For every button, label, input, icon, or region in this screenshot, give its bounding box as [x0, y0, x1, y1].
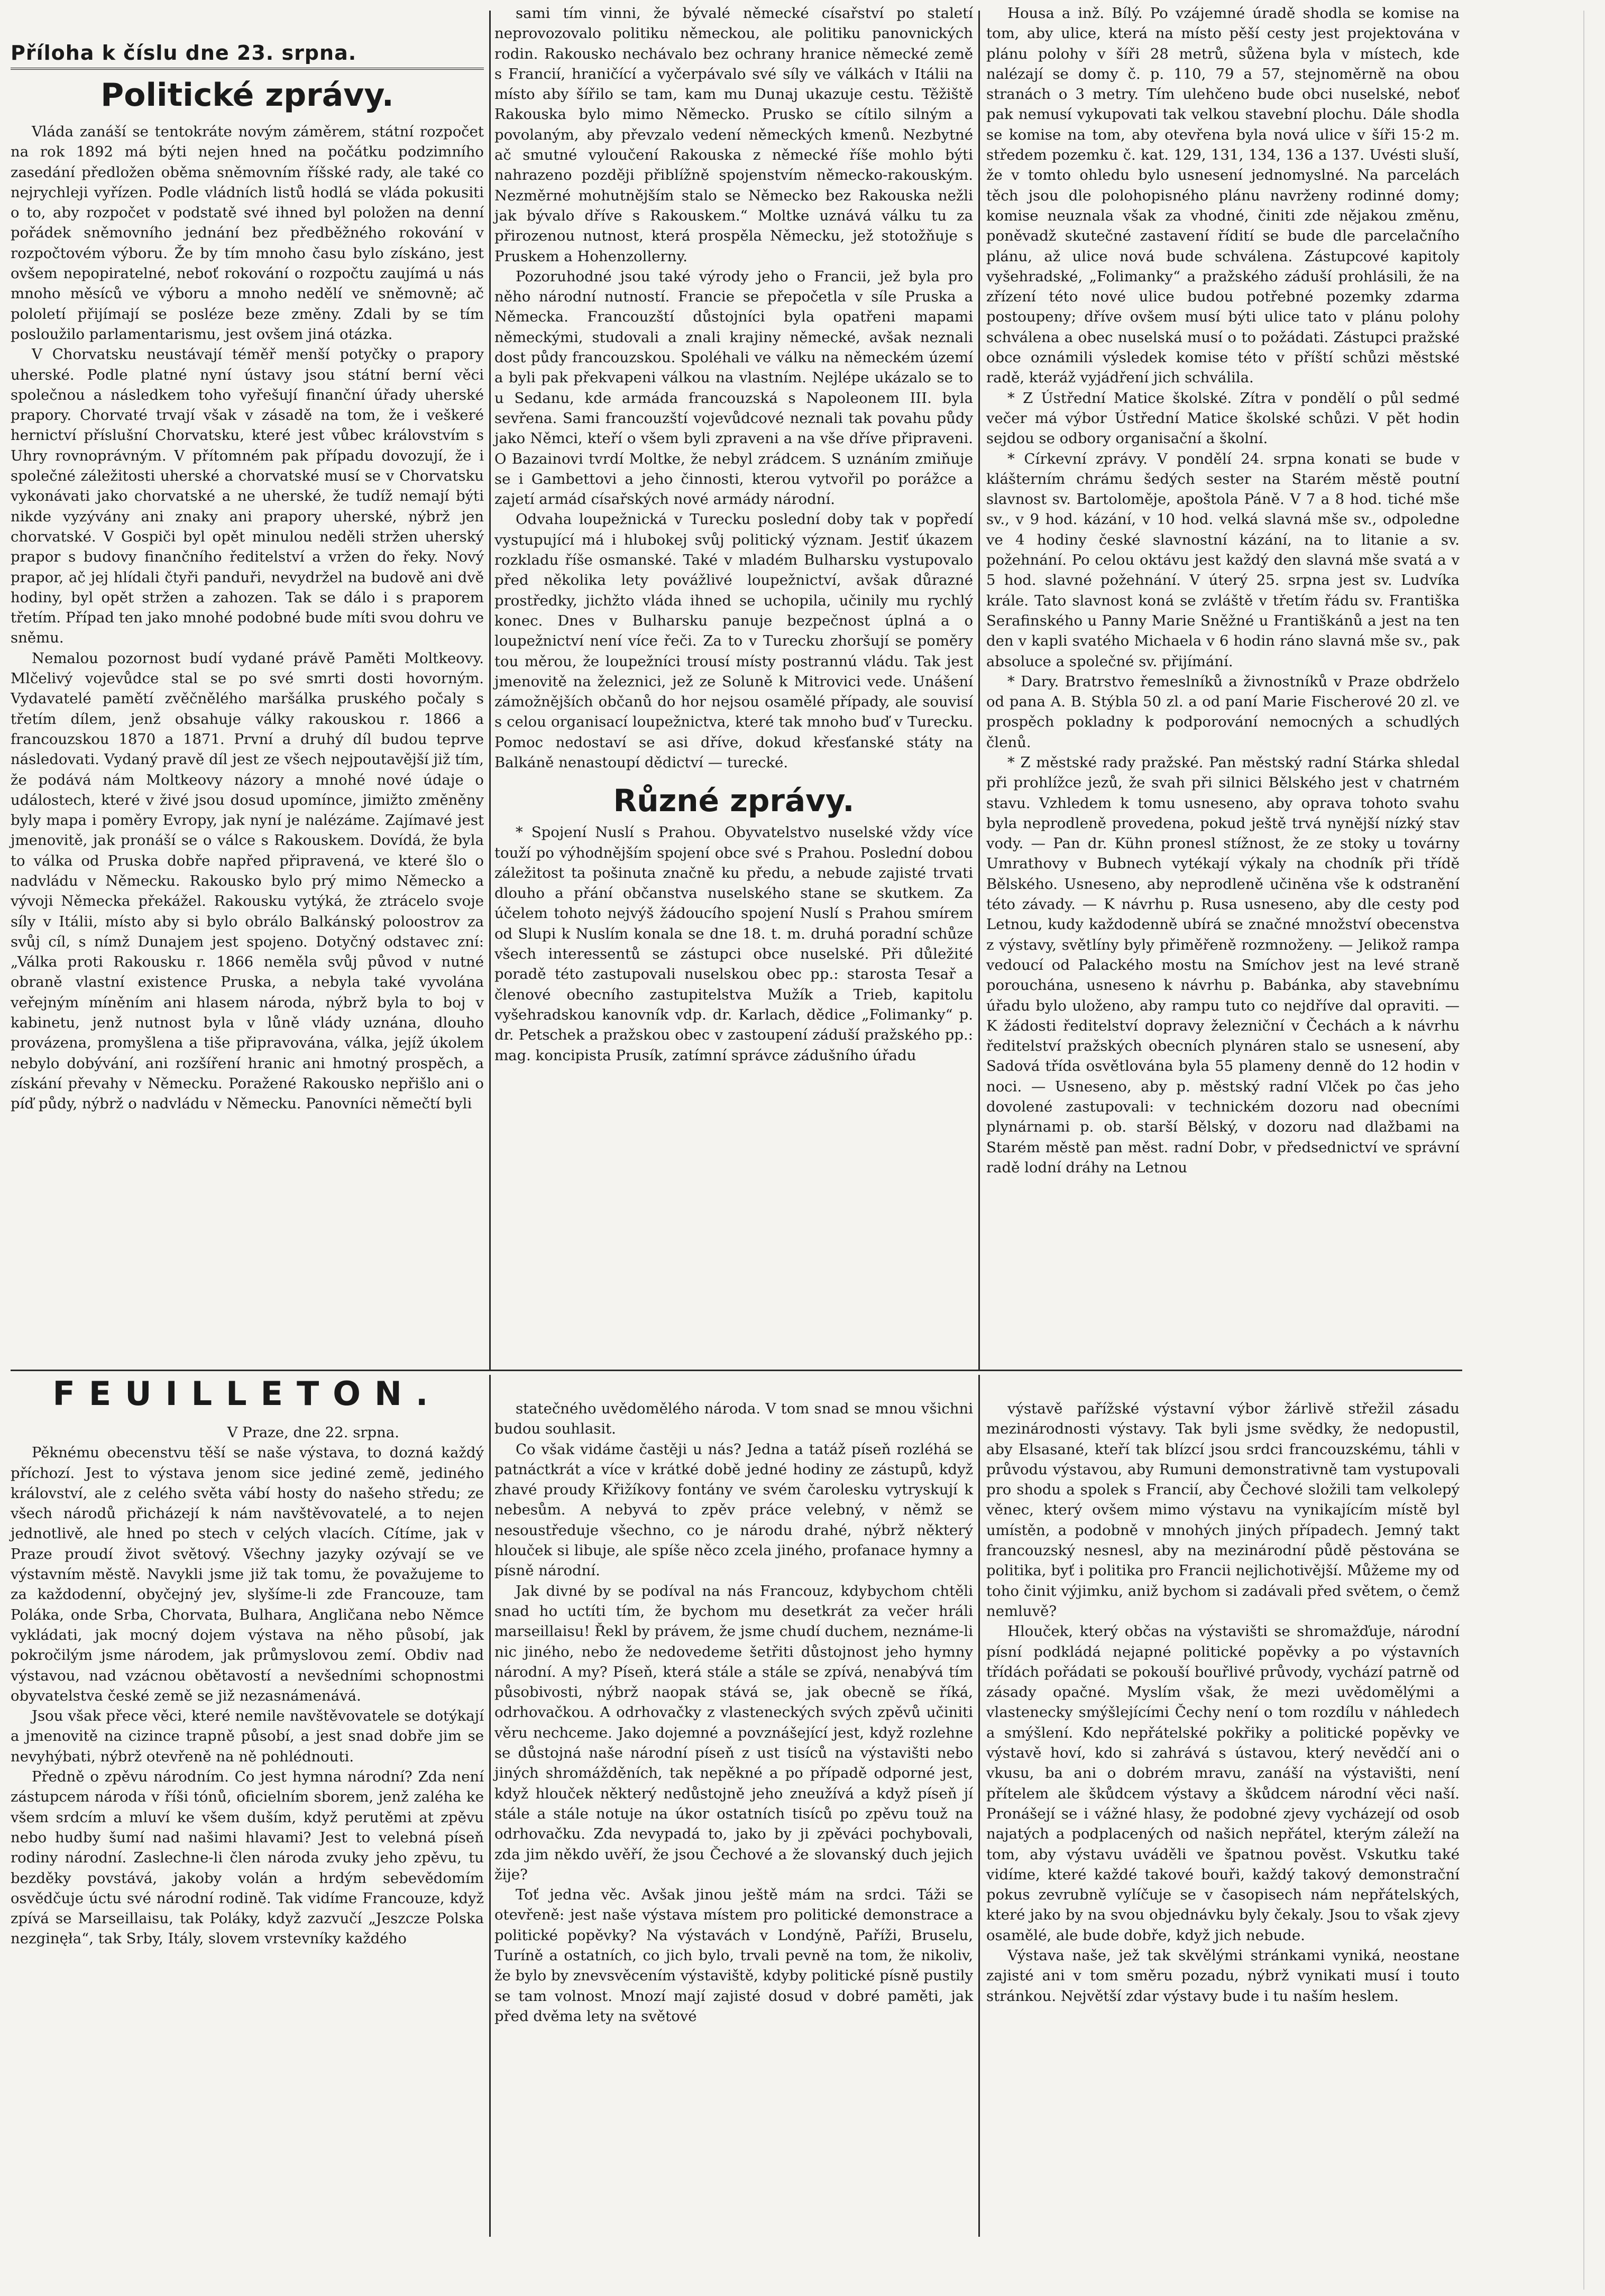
supplement-header: Příloha k číslu dne 23. srpna.: [11, 41, 484, 70]
feuilleton-paragraph: Hlouček, který občas na výstavišti se shromažďuje, národní písní podkládá nejapné politické popěvky a po výstavních třídách pořádati se pokouší bouřlivé průvody, vychází patrně od zásady opačné. Myslím však, že mezi uvědomělými a vlastenecky smýšlejícími Čechy není o tom rozdílu v náhledech a smýšlení. Kdo nepřátelské pokřiky a politické popěvky ve výstavě hoví, kdo si zahrává s ústavou, který nevědčí ani o vkusu, ba ani o dobrém mravu, zanáší na výstavišti, není přítelem ale škůdcem výstavy a škůdcem národní věci naší. Pronášejí se i vážné hlasy, že podobné zjevy vycházejí od osob najatých a podplacených od našich nepřátel, kterým záleží na tom, aby výstavu uváděli ve špatnou pověst. Vskutku také vidíme, které každé takové bouři, každý takový demonstrační pokus zevrubně vylíčuje se v časopisech nám nepřátelských, které jako by na svou objednávku byly čekaly. Jsou to však zjevy osamělé, ale bude dobře, když jich nebude.: [986, 1623, 1460, 1944]
middle-column: [494, 3, 973, 1066]
feuilleton-paragraph: Pěknému obecenstvu těší se naše výstava, to dozná každý příchozí. Jest to výstava jenom sice jediné země, jediného království, ale z celého světa vábí hosty do našeho středu; ze všech národů přicházejí k nám navštěvovatelé, a to nejen jednotlivě, ale hned po stech v celých vlacích. Cítíme, jak v Praze proudí život světový. Všechny jazyky ozývají se ve výstavním městě. Navykli jsme již tak tomu, že považujeme to za každodenní, obyčejný jev, slyšíme-li zde Francouze, tam Poláka, onde Srba, Chorvata, Bulhara, Angličana nebo Němce vykládati, jak mocný dojem výstava na něho působí, jak pokročilým jsme národem, jak průmyslovou zemí. Obdiv nad výstavou, nad vzácnou obětavostí a nevšedními schopnostmi obyvatelstva české země se již nezasnámenává.: [11, 1444, 484, 1704]
article-paragraph: * Církevní zprávy. V pondělí 24. srpna konati se bude v klášterním chrámu šedých sester na Starém městě poutní slavnost sv. Bartoloměje, apoštola Páně. V 7 a 8 hod. tiché mše sv., v 9 hod. kázání, v 10 hod. velká slavná mše sv., odpoledne ve 4 hodiny české slavnostní kázání, na to litanie a sv. požehnání. Po celou oktávu jest každý den slavná mše svatá a v 5 hod. slavné požehnání. V úterý 25. srpna jest sv. Ludvíka krále. Tato slavnost koná se zvláště v třetím řádu sv. Františka Serafinského u Panny Marie Sněžné u Františkánů a jest na ten den v kapli svatého Michaela v 6 hodin ráno slavná mše sv., pak absoluce a společné sv. přijímání.: [986, 450, 1460, 670]
feuilleton-paragraph: statečného uvědomělého národa. V tom snad se mnou všichni budou souhlasit.: [494, 1400, 973, 1438]
feuilleton-paragraph: Jak divné by se podíval na nás Francouz, kdybychom chtěli snad ho uctíti tím, že bychom mu desetkrát za večer hráli marseillaisu! Řekl by právem, že jsme chudí duchem, neznáme-li nic jiného, nebo že nedovedeme šetřiti důstojnost jeho hymny národní. A my? Píseň, která stále a stále se zpívá, nenabývá tím působivosti, nýbrž naopak stává se, jak obecně se říká, odrhovačkou. A odrhovačky z vlasteneckých svých zpěvů učiniti věru nechceme. Jako dojemné a povznášející jest, když rozlehne se důstojná naše národní píseň z ust tisíců na výstavišti nebo jiných shromážděních, tak nepěkné a po případě odporné jest, když hlouček některý nedůstojně jeho zneužívá a když píseň jí stále a stále notuje na úkor ostatních tisíců po zpěvu touž na odrhovačku. Zda nevypadá to, jako by ji zpěváci pochybovali, zda jim někdo uvěří, že jsou Čechové a že slovanský duch jejich žije?: [494, 1582, 973, 1883]
article-paragraph: V Chorvatsku neustávají téměř menší potyčky o prapory uherské. Podle platné nyní ústavy jsou státní berní věci společnou a následkem toho vyřešují finanční úřady uherské prapory. Chorvaté trvají však v zásadě na tom, že i veškeré hernictví příslušní Chorvatsku, které jest vůbec královstvím s Uhry rovnoprávným. V přítomném pak případu dovozují, že i společné záležitosti uherské a chorvatské musí se v Chorvatsku vykonávati jako chorvatské a ne uherské, že tudíž nemají býti nikde vyzývány ani znaky ani prapory uherské, nýbrž jen chorvatské. V Gospiči byl opět minulou neděli stržen uherský prapor s budovy finančního ředitelství a vržen do řeky. Nový prapor, ač jej hlídali čtyři panduři, nevydržel na budově ani dvě hodiny, byl opět stržen a zahozen. Tak se dálo i s praporem třetím. Případ ten jako mnohé podobné bude míti svou dohru ve sněmu.: [11, 346, 484, 647]
article-paragraph: Odvaha loupežnická v Turecku poslední doby tak v popředí vystupující má i hlubokej svůj politický význam. Jestiť úkazem rozkladu říše osmanské. Také v mladém Bulharsku vystupovalo před několika lety povážlivé loupežnictví, avšak důrazné prostředky, jichžto vláda ihned se uchopila, učinily mu rychlý konec. Dnes v Bulharsku panuje bezpečnost úplná a o loupežnictví není více řeči. Za to v Turecku zhoršují se poměry tou měrou, že loupežníci trousí místy postrannú vládu. Tak jest jmenovitě na železnici, jež ze Soluně k Mitrovici vede. Unášení zámožnějších občanů do hor nejsou osamělé případy, ale souvisí s celou organisací loupežnictva, které tak mnoho buď v Turecku. Pomoc nedostaví se asi dříve, dokud křesťanské státy na Balkáně nenastoupí dědictví — turecké.: [494, 511, 973, 771]
column-divider: [489, 1375, 491, 2237]
feuilleton-dateline: V Praze, dne 22. srpna.: [227, 1424, 399, 1441]
article-paragraph: Vláda zanáší se tentokráte novým záměrem, státní rozpočet na rok 1892 má býti nejen hned na počátku podzimního zasedání předložen oběma sněmovním říšské rady, ale také co nejrychleji vyřízen. Podle vládních listů hodlá se vláda pokusiti o to, aby rozpočet v podstatě své ihned byl položen na denní pořádek sněmovního jednání bez předběžného rokování v rozpočtovém výboru. Že by tím mnoho času bylo získáno, jest ovšem nepopiratelné, neboť rokování o rozpočtu zaujímá u nás mnoho měsíců ve výboru a mnoho nedělí ve sněmovně; ač pololetí přijímají se posléze beze změny. Zdali by se tím posloužilo parlamentarismu, jest ovšem jiná otázka.: [11, 123, 484, 343]
politicke-zpravy-column: [11, 122, 484, 1114]
feuilleton-paragraph: Předně o zpěvu národním. Co jest hymna národní? Zda není zástupcem národa v říši tónů, oficielním sborem, jenž zaléha ke všem srdcím a mluví ke všem duším, když perutěmi at zpěvu nebo hudby šumí nad našimi hlavami? Jest to velebná píseň rodiny národní. Zaslechne-li člen národa zvuky jeho zpěvu, tu bezděky povstává, jakoby volán a hrdým sebevědomím osvědčuje úctu své národní rodině. Tak vidíme Francouze, když zpívá se Marseillaisu, tak Poláky, když zazvučí „Jeszcze Polska nezginęła“, tak Srby, Itály, slovem vrstevníky každého: [11, 1768, 484, 1948]
article-paragraph: Pozoruhodné jsou také výrody jeho o Francii, jež byla pro něho národní nutností. Francie se přepočetla v síle Pruska a Německa. Francouzští důstojníci byla opatřeni mapami německými, studovali a znali krajiny německé, avšak neznali dost půdy francouzskou. Spoléhali ve válku na německém území a byli pak překvapeni válkou na vlastním. Nejlépe ukázalo se to u Sedanu, kde armáda francouzská s Napoleonem III. byla sevřena. Sami francouzští vojevůdcové neznali tak povahu půdy jako Němci, kteří o všem byli zpraveni a na vše dříve připraveni. O Bazainovi tvrdí Moltke, že nebyl zrádcem. S uznáním zmiňuje se i Gambettovi a jeho činnosti, kterou vytvořil po porážce a zajetí armád císařských nové armády národní.: [494, 268, 973, 508]
feuilleton-heading: FEUILLETON.: [52, 1374, 442, 1413]
feuilleton-separator: [11, 1370, 1462, 1371]
feuilleton-paragraph: Co však vidáme častěji u nás? Jedna a tatáž píseň rozléhá se patnáctkrát a více v krátké době jedné hodiny ze zástupů, když zhavé proudy Křižíkovy fontány ve svém čarolesku vytryskují k nebesům. A nebyvá to zpěv práce velebný, v němž se nesoustředuje všechno, co je národu drahé, nýbrž některý hlouček si libuje, ale spíše něco zcela jiného, profanace hymny a písně národní.: [494, 1440, 973, 1579]
feuilleton-column-1: [11, 1422, 484, 1949]
column-divider: [978, 1375, 980, 2237]
feuilleton-column-3: [986, 1399, 1460, 2006]
article-paragraph: * Z městské rady pražské. Pan městský radní Stárka shledal při prohlížce jezů, že svah při silnici Bělského jest v chatrném stavu. Vzhledem k tomu usneseno, aby oprava tohoto svahu byla neprodleně provedena, pokud ještě trvá nynější nízký stav vody. — Pan dr. Kühn pronesl stížnost, že ze stoky u továrny Umrathovy v Bubnech vytékají výkaly na chodník při třídě Bělského. Usneseno, aby neprodleně učiněna vše k odstranění této závady. — K návrhu p. Rusa usneseno, aby dle cesty pod Letnou, kudy každodenně ubírá se značné množství obecenstva z výstavy, světlíny byly přiměřeně rozmnoženy. — Jelikož rampa vedoucí od Palackého mostu na Smíchov jest na levé straně porouchána, usneseno k návrhu p. Babánka, aby stavebnímu úřadu bylo uloženo, aby rampu tuto co nejdříve dal opraviti. — K žádosti ředitelství dopravy železniční v Čechách a k návrhu ředitelství pražských obecních plynáren stalo se usnesení, aby Sadová třída osvětlována byla 55 plameny denně do 12 hodin v noci. — Usneseno, aby p. městský radní Vlček po čas jeho dovolené zastupovali: v technickém dozoru nad obecními plynárnami p. ob. starší Bělský, v dozoru nad dlažbami na Starém městě pan měst. radní Dobr, v předsednictví ve správní radě lodní dráhy na Letnou: [986, 754, 1460, 1176]
feuilleton-paragraph: Toť jedna věc. Avšak jinou ještě mám na srdci. Táži se otevřeně: jest naše výstava místem pro politické demonstrace a politické popěvky? Na výstavách v Londýně, Paříži, Bruselu, Turíně a ostatních, co jich bylo, trvali pevně na tom, že nikoliv, že bylo by znevsvěcením výstaviště, kdyby politické písně pustily se tam volnost. Mnozí mají zajisté dosud v dobré paměti, jak před dvěma lety na světové: [494, 1886, 973, 2025]
article-paragraph: * Dary. Bratrstvo řemeslníků a živnostníků v Praze obdrželo od pana A. B. Stýbla 50 zl. a od paní Marie Fischerové 20 zl. ve prospěch pokladny k podporování nemocných a schudlých členů.: [986, 673, 1460, 751]
article-paragraph: sami tím vinni, že bývalé německé císařství po staletí neprovozovalo politiku německou, ale politiku panovnických rodin. Rakousko nechávalo bez ochrany hranice německé země s Francií, hraničící a vyčerpávalo své síly ve válkách v Itálii na místo aby šířilo se tam, kam mu Dunaj ukazuje cestu. Těžiště Rakouska bylo mimo Německo. Prusko se cítilo silným a povolaným, aby převzalo vedení německých kmenů. Nezbytné ač smutné vyloučení Rakouska z německé říše mohlo býti nahrazeno později přiblížně spojenstvím německo-rakouským. Nezměrné mohutnějším stalo se Německo bez Rakouska nežli jak bývalo dříve s Rakouskem.“ Moltke uznává válku tu za přirozenou nutnost, která prospěla Německu, jež stotožňuje s Pruskem a Hohenzollerny.: [494, 5, 973, 265]
column-divider: [978, 11, 980, 1370]
article-paragraph: * Spojení Nuslí s Prahou. Obyvatelstvo nuselské vždy více touží po výhodnějším spojení obce své s Prahou. Poslední dobou záležitost ta pošinuta značně ku předu, a nebude zajisté trvati dlouho a přání občanstva nuselského stane se skutkem. Za účelem tohoto nejvýš žádoucího spojení Nuslí s Prahou smírem od Slupi k Nuslím konala se dne 18. t. m. druhá poradní schůze všech interessentů se zástupci obce nuselské. Při důležité poradě této zastupovali nuselskou obec pp.: starosta Tesař a členové obecního zastupitelstva Mužík a Trieb, kapitolu vyšehradskou kanovník vdp. dr. Karlach, dědice „Folimanky“ p. dr. Petschek a pražskou obec v zastoupení záduší pražského pp.: mag. koncipista Prusík, zatímní správce zádušního úřadu: [494, 824, 973, 1064]
feuilleton-paragraph: Výstava naše, jež tak skvělými stránkami vyniká, neostane zajisté ani v tom směru pozadu, nýbrž vynikati musí i touto stránkou. Největší zdar výstavy bude i tu naším heslem.: [986, 1947, 1460, 2005]
feuilleton-paragraph: Jsou však přece věci, které nemile navštěvovatele se dotýkají a jmenovitě na cizince trapně působí, a jest snad dobře jim se nevyhýbati, nýbrž otevřeně na ně pohlédnouti.: [11, 1707, 484, 1765]
feuilleton-paragraph: výstavě pařížské výstavní výbor žárlivě střežil zásadu mezinárodnosti výstavy. Tak byli jsme svědky, že nedopustil, aby Elsasané, kteří tak blízcí jsou srdci francouzskému, táhli v průvodu výstavou, aby Rumuni demonstrativně tam vystupovali pro shodu a spolek s Francií, aby Čechové složili tam velkolepý věnec, který ovšem mimo výstavu na vynikajícím místě byl umístěn, a podobně v mnohých jiných případech. Jemný takt francouzský nesnesl, aby na mezinárodní půdě pěstována se politika, byť i politika pro Francii nejlichotivější. Můžeme my od toho činit výjimku, aniž bychom si zadávali před světem, o čemž nemluvě?: [986, 1400, 1460, 1620]
politicke-zpravy-heading: Politické zprávy.: [100, 77, 394, 114]
feuilleton-column-2: [494, 1399, 973, 2026]
razne-zpravy-heading: Různé zprávy.: [613, 783, 855, 819]
article-paragraph: Nemalou pozornost budí vydané právě Paměti Moltkeovy. Mlčelivý vojevůdce stal se po své smrti dosti hovorným. Vydavatelé pamětí zvěčnělého maršálka pruského počaly s třetím dílem, jenž obsahuje války rakouskou r. 1866 a francouzskou 1870 a 1871. První a druhý díl budou teprve následovati. Vydaný pravě díl jest ze všech nejpoutavější již tím, že podává nám Moltkeovy názory a mnohé nové údaje o událostech, které v živé jsou dosud upomínce, jimižto změněny byly mapa i poměry Evropy, jak nyní je nalézáme. Zajímavé jest jmenovitě, jak pronáší se o válce s Rakouskem. Dovídá, že byla to válka od Pruska dobře napřed připravená, ve které šlo o nadvládu v Německu. Rakousko bylo prý mimo Německo a vývoji Německa překážel. Rakousku vytýká, že ztrácelo svoje síly v Itálii, místo aby si bylo obrálo Balkánský poloostrov za svůj cíl, s nímž Dunajem jest spojeno. Dotyčný odstavec zní: „Válka proti Rakousku r. 1866 neměla svůj původ v nutné obraně vlastní existence Pruska, a nebyla také vyvolána veřejným míněním ani hlasem národa, nýbrž byla to boj v kabinetu, jenž nutnost byla v lůně vlády uznána, dlouho provázena, promyšlena a tiše připravována, válka, jejíž úkolem nebylo dobývání, ani rozšíření hranic ani hmotný prospěch, a získání převahy v Německu. Poražené Rakousko nepřišlo ani o píď půdy, nýbrž o nadvládu v Německu. Panovníci němečtí byli: [11, 649, 484, 1113]
article-paragraph: * Z Ústřední Matice školské. Zítra v pondělí o půl sedmé večer má výbor Ústřední Matice školské schůzi. V pět hodin sejdou se odbory organisační a školní.: [986, 389, 1460, 447]
right-column: [986, 3, 1460, 1178]
column-divider: [489, 11, 491, 1370]
article-paragraph: Housa a inž. Bílý. Po vzájemné úradě shodla se komise na tom, aby ulice, která na místo pěší cesty jest projektována v plánu polohy v šíři 28 metrů, sůžena byla v místech, kde nalézají se domy č. p. 110, 79 a 57, stejnoměrně na obou stranách o 3 metry. Tím ulehčeno bude obci nuselské, neboť pak nemusí vykupovati tak velkou stavební plochu. Dále shodla se komise na tom, aby otevřena byla nová ulice v šíři 15·2 m. středem pozemku č. kat. 129, 131, 134, 136 a 137. Uvésti sluší, že v tomto ohledu bylo usnesení jednomyslné. Na parcelách těch jsou dle polohopisného plánu navrženy rodinné domy; komise neuznala však za vhodné, činiti zde nějakou změnu, poněvadž skutečné zastavení řídití se bude dle parcelačního plánu, až ulice nová bude schválena. Zástupcové kapitoly vyšehradské, „Folimanky“ a pražského záduší prohlásili, že na zřízení této nové ulice budou potřebné pozemky zdarma postoupeny; dříve ovšem musí býti ulice tato v plánu polohy schválena a obec nuselská musí o to požádati. Zástupci pražské obce oznámili výsledek komise této v příští schůzi městské radě, kteráž vyjádření jich schválila.: [986, 5, 1460, 387]
